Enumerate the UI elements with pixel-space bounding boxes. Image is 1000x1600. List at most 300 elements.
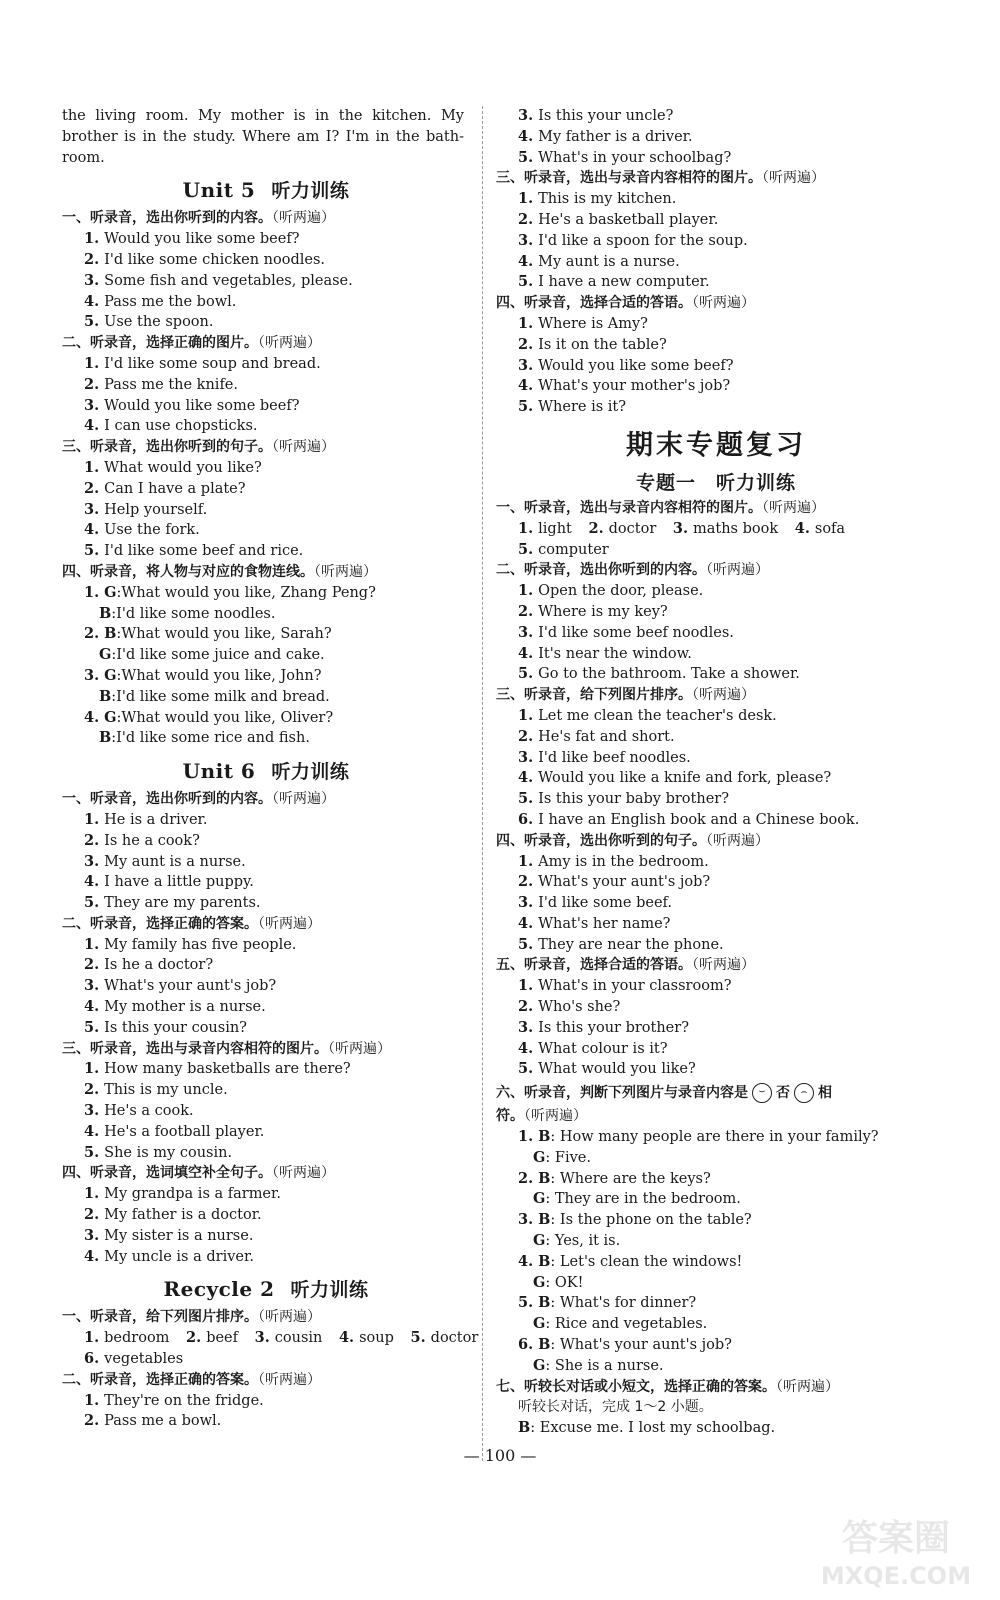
item-text: Use the fork.: [104, 522, 200, 539]
dialog-text: What's your aunt's job?: [559, 1337, 732, 1354]
item-text: Would you like some beef?: [538, 357, 734, 374]
item-number: 1.: [84, 1185, 100, 1203]
section-heading-note: （听两遍）: [692, 687, 755, 704]
item-text: What would you like?: [538, 1061, 696, 1078]
item-text: What's her name?: [538, 915, 671, 932]
item-number: 4.: [84, 292, 100, 310]
item-number: 2.: [84, 625, 100, 643]
item-number: 1.: [84, 810, 100, 828]
section-heading-note: （听两遍）: [328, 1040, 391, 1057]
item-text: Pass me the bowl.: [104, 293, 237, 310]
item-text: Would you like some beef?: [104, 231, 300, 248]
item-text: Pass me the knife.: [104, 376, 238, 393]
list-item: [62, 1184, 470, 1205]
dialog-text: What would you like, Oliver?: [121, 709, 334, 726]
item-number: 3.: [84, 396, 100, 414]
list-item: [62, 354, 470, 375]
item-number: 4.: [84, 417, 100, 435]
dialog-text: I'd like some noodles.: [116, 605, 276, 622]
list-item: [62, 396, 470, 417]
speaker-label: B: [518, 1419, 531, 1437]
option-item: [795, 521, 845, 537]
option-item: [255, 1330, 323, 1346]
list-item: [62, 541, 470, 562]
list-item: [496, 976, 936, 997]
section-heading-note: （听两遍）: [706, 562, 769, 579]
section-heading: [496, 560, 936, 581]
item-text: My aunt is a nurse.: [538, 253, 680, 270]
option-item: [411, 1330, 479, 1346]
section-heading-text: 五、听录音，选择合适的答语。: [496, 957, 692, 974]
section-heading-text: 否: [776, 1085, 790, 1102]
item-text: They are my parents.: [104, 895, 261, 912]
section-heading-note: （听两遍）: [692, 957, 755, 974]
item-number: 1.: [518, 582, 534, 600]
dialog-text: They are in the bedroom.: [554, 1191, 741, 1208]
item-number: 2.: [518, 602, 534, 620]
section-heading: [496, 498, 936, 519]
item-text: He's a cook.: [104, 1103, 194, 1120]
item-text: vegetables: [104, 1351, 184, 1368]
list-item: [496, 231, 936, 252]
speaker-label: G: [533, 1232, 546, 1250]
item-number: 3.: [84, 271, 100, 289]
item-number: 4.: [794, 519, 810, 537]
dialog-line: 6. B: What's your aunt's job?: [518, 1336, 732, 1354]
item-text: Let me clean the teacher's desk.: [538, 707, 777, 724]
item-text: Use the spoon.: [104, 314, 214, 331]
item-number: 2.: [84, 956, 100, 974]
item-text: Is this your brother?: [538, 1019, 689, 1036]
dialog-text: OK!: [554, 1274, 584, 1291]
section-heading-note: （听两遍）: [258, 335, 321, 352]
dialog-line: G: Rice and vegetables.: [533, 1315, 708, 1333]
intro-text-line: brother is in the study. Where am I? I'm in the bath-: [62, 128, 464, 145]
item-number: 2.: [518, 1169, 534, 1187]
list-item: [496, 148, 936, 169]
recycle2-title-zh: 听力训练: [290, 1279, 369, 1302]
right-column: [496, 106, 936, 1439]
section-heading-note: （听两遍）: [706, 832, 769, 849]
dialog-text: How many people are there in your family?: [559, 1129, 879, 1146]
item-number: 2.: [518, 210, 534, 228]
speaker-label: G: [104, 583, 117, 601]
item-text: Go to the bathroom. Take a shower.: [538, 666, 800, 683]
section-heading: [62, 437, 470, 458]
item-number: 4.: [518, 252, 534, 270]
item-text: He is a driver.: [104, 811, 208, 828]
item-text: How many basketballs are there?: [104, 1061, 351, 1078]
list-item: [496, 376, 936, 397]
item-number: 5.: [518, 273, 534, 291]
section-heading-text: 二、听录音，选出你听到的内容。: [496, 562, 706, 579]
list-item: [496, 664, 936, 685]
section-heading-text: 二、听录音，选择正确的答案。: [62, 1371, 258, 1388]
section-heading-note: （听两遍）: [258, 915, 321, 932]
speaker-label: G: [99, 646, 112, 664]
list-item: [496, 872, 936, 893]
item-text: computer: [538, 541, 609, 558]
list-item: [496, 272, 936, 293]
item-number: 6.: [84, 1350, 100, 1368]
unit6-title: [62, 753, 470, 789]
item-number: 5.: [84, 542, 100, 560]
item-number: 5.: [518, 540, 534, 558]
dialog-text: Yes, it is.: [554, 1233, 621, 1250]
speaker-label: B: [538, 1169, 551, 1187]
item-text: My grandpa is a farmer.: [104, 1186, 281, 1203]
item-text: He's a football player.: [104, 1123, 265, 1140]
section-heading-text: 一、听录音，选出与录音内容相符的图片。: [496, 499, 762, 516]
item-number: 2.: [186, 1329, 202, 1347]
left-column: [62, 106, 479, 1432]
list-item: [62, 893, 470, 914]
item-number: 2.: [84, 250, 100, 268]
speaker-label: B: [538, 1294, 551, 1312]
item-number: 4.: [84, 521, 100, 539]
item-text: What's your mother's job?: [538, 378, 731, 395]
item-text: What's your aunt's job?: [538, 874, 711, 891]
item-number: 4.: [518, 644, 534, 662]
list-item: [62, 292, 470, 313]
section-heading: [62, 562, 470, 583]
item-number: 1.: [84, 1391, 100, 1409]
option-row: [496, 540, 936, 561]
list-item: [62, 1391, 470, 1412]
item-text: What's your aunt's job?: [104, 978, 277, 995]
item-number: 3.: [672, 519, 688, 537]
item-text: Would you like a knife and fork, please?: [538, 770, 832, 787]
item-text: I'd like some beef and rice.: [104, 543, 304, 560]
list-item: [62, 1122, 470, 1143]
item-text: Some fish and vegetables, please.: [104, 272, 353, 289]
section-heading: [62, 1370, 470, 1391]
item-number: 4.: [518, 1039, 534, 1057]
item-number: 4.: [518, 769, 534, 787]
list-item: [62, 1143, 470, 1164]
unit6-title-en: Unit 6: [182, 759, 256, 784]
list-item: [496, 727, 936, 748]
list-item: [496, 1059, 936, 1080]
column-divider: [482, 106, 483, 1461]
item-number: 3.: [518, 231, 534, 249]
list-item: [62, 1059, 470, 1080]
item-text: Where is it?: [538, 399, 627, 416]
list-item: [62, 1247, 470, 1268]
section-heading-text: 一、听录音，选出你听到的内容。: [62, 791, 272, 808]
section-heading-note: （听两遍）: [258, 1371, 321, 1388]
item-text: Is this your baby brother?: [538, 791, 729, 808]
list-item: [62, 1080, 470, 1101]
dialog-line: B:I'd like some milk and bread.: [99, 687, 330, 705]
dialog-line: 4. B: Let's clean the windows!: [518, 1252, 743, 1270]
item-text: beef: [206, 1330, 238, 1347]
section-heading-text: 一、听录音，选出你听到的内容。: [62, 210, 272, 227]
dialog-line: 3. B: Is the phone on the table?: [518, 1211, 752, 1229]
item-text: Is he a doctor?: [104, 957, 214, 974]
list-item: [62, 479, 470, 500]
item-number: 3.: [84, 977, 100, 995]
speaker-label: B: [99, 729, 112, 747]
dialog-text: What would you like, Sarah?: [121, 626, 332, 643]
item-number: 5.: [518, 1060, 534, 1078]
item-number: 5.: [518, 790, 534, 808]
list-item: [496, 748, 936, 769]
item-number: 2.: [518, 998, 534, 1016]
item-text: Who's she?: [538, 999, 621, 1016]
item-number: 3.: [518, 356, 534, 374]
dialog-line: G: Five.: [533, 1148, 591, 1166]
list-item: [496, 852, 936, 873]
item-number: 4.: [84, 708, 100, 726]
list-item: [62, 500, 470, 521]
dialog-text: I'd like some rice and fish.: [116, 730, 310, 747]
section-heading-note: （听两遍）: [272, 439, 335, 456]
item-text: He's fat and short.: [538, 728, 675, 745]
item-number: 1.: [84, 583, 100, 601]
item-number: 5.: [84, 313, 100, 331]
item-text: light: [538, 520, 572, 537]
dialog-line: G: Yes, it is.: [533, 1232, 621, 1250]
list-item: [62, 375, 470, 396]
list-item: [496, 602, 936, 623]
item-number: 1.: [518, 706, 534, 724]
item-text: She is my cousin.: [104, 1144, 233, 1161]
dialog-text: Is the phone on the table?: [559, 1212, 752, 1229]
speaker-label: G: [533, 1148, 546, 1166]
item-text: I have a little puppy.: [104, 874, 254, 891]
item-number: 3.: [518, 1018, 534, 1036]
item-text: Pass me a bowl.: [104, 1413, 222, 1430]
item-text: Help yourself.: [104, 501, 208, 518]
dialog-text: She is a nurse.: [554, 1357, 664, 1374]
item-text: It's near the window.: [538, 645, 692, 662]
item-number: 4.: [518, 914, 534, 932]
item-text: I have a new computer.: [538, 274, 710, 291]
item-number: 2.: [518, 727, 534, 745]
item-number: 1.: [84, 230, 100, 248]
recycle2-title: [62, 1271, 470, 1307]
option-row: [62, 1349, 470, 1370]
item-text: Is he a cook?: [104, 832, 200, 849]
dialog-line: G: OK!: [533, 1273, 584, 1291]
list-item: [62, 1205, 470, 1226]
item-number: 4.: [518, 127, 534, 145]
unit5-title: [62, 172, 470, 208]
option-item: [588, 521, 656, 537]
final-review-title: 期末专题复习: [626, 429, 806, 461]
item-number: 5.: [518, 1294, 534, 1312]
dialog-line: 2. B: Where are the keys?: [518, 1169, 711, 1187]
item-number: 3.: [84, 852, 100, 870]
section-heading: [496, 168, 936, 189]
unit5-title-zh: 听力训练: [271, 180, 350, 203]
list-item: [496, 106, 936, 127]
dialog-text: What would you like, Zhang Peng?: [121, 584, 376, 601]
list-item: [496, 644, 936, 665]
section-heading-text: 一、听录音，给下列图片排序。: [62, 1309, 258, 1326]
item-number: 6.: [518, 1336, 534, 1354]
item-number: 1.: [84, 1329, 100, 1347]
list-item: [496, 397, 936, 418]
list-item: [62, 872, 470, 893]
dialog-line: 5. B: What's for dinner?: [518, 1294, 697, 1312]
item-number: 1.: [84, 935, 100, 953]
section-heading-text: 二、听录音，选择正确的答案。: [62, 915, 258, 932]
list-item: [62, 271, 470, 292]
speaker-label: B: [104, 625, 117, 643]
section-heading: [62, 333, 470, 354]
list-item: [62, 810, 470, 831]
item-text: I'd like some beef.: [538, 895, 673, 912]
list-item: [496, 189, 936, 210]
section-heading-note: （听两遍）: [272, 210, 335, 227]
section-heading-text: 七、听较长对话或小短文，选择正确的答案。: [496, 1378, 776, 1395]
item-text: Open the door, please.: [538, 583, 704, 600]
list-item: [496, 581, 936, 602]
section-heading-note: （听两遍）: [762, 499, 825, 516]
item-text: I'd like some soup and bread.: [104, 355, 321, 372]
section-heading-text: 符。: [496, 1108, 524, 1125]
dialog-text: What's for dinner?: [559, 1295, 697, 1312]
dialog-line: 2. B:What would you like, Sarah?: [84, 625, 332, 643]
section-heading: [496, 685, 936, 706]
item-text: My father is a driver.: [538, 128, 693, 145]
item-number: 2.: [84, 831, 100, 849]
watermark-line2: MXQE.COM: [820, 1562, 972, 1590]
list-item: [62, 935, 470, 956]
unit6-title-zh: 听力训练: [271, 761, 350, 784]
option-item: [518, 521, 572, 537]
list-item: [496, 935, 936, 956]
list-item: [62, 831, 470, 852]
speaker-label: G: [104, 708, 117, 726]
speaker-label: G: [533, 1315, 546, 1333]
list-item: [496, 356, 936, 377]
item-text: maths book: [693, 520, 779, 537]
section-heading: [496, 1080, 936, 1106]
section-heading: [62, 208, 470, 229]
item-number: 2.: [84, 1081, 100, 1099]
item-number: 4.: [84, 1247, 100, 1265]
dialog-line: G:I'd like some juice and cake.: [99, 646, 325, 664]
speaker-label: B: [538, 1252, 551, 1270]
list-item: [62, 458, 470, 479]
option-row: [496, 519, 936, 540]
item-text: doctor: [608, 520, 657, 537]
item-number: 1.: [518, 852, 534, 870]
item-text: Amy is in the bedroom.: [538, 853, 709, 870]
item-text: I'd like beef noodles.: [538, 749, 691, 766]
list-item: [62, 1226, 470, 1247]
list-item: [62, 250, 470, 271]
item-text: Is this your cousin?: [104, 1019, 247, 1036]
item-number: 4.: [84, 1122, 100, 1140]
item-number: 5.: [410, 1329, 426, 1347]
section-heading: [62, 789, 470, 810]
section-heading: [496, 293, 936, 314]
item-number: 5.: [84, 894, 100, 912]
section-heading-text: 三、听录音，选出你听到的句子。: [62, 439, 272, 456]
section-heading-text: 三、听录音，给下列图片排序。: [496, 687, 692, 704]
speaker-label: B: [538, 1336, 551, 1354]
dialog-line: 1. B: How many people are there in your family?: [518, 1128, 879, 1146]
section-heading-text: 四、听录音，选词填空补全句子。: [62, 1165, 272, 1182]
list-item: [496, 914, 936, 935]
item-number: 5.: [518, 398, 534, 416]
list-item: [62, 1101, 470, 1122]
item-text: This is my uncle.: [104, 1082, 228, 1099]
item-text: Where is my key?: [538, 603, 668, 620]
item-text: doctor: [430, 1330, 479, 1347]
list-item: [496, 335, 936, 356]
item-number: 1.: [84, 458, 100, 476]
item-number: 4.: [84, 873, 100, 891]
list-item: [496, 1018, 936, 1039]
section-heading-note: （听两遍）: [258, 1309, 321, 1326]
list-item: [496, 706, 936, 727]
sad-face-icon: ⌢: [794, 1083, 814, 1103]
list-item: [496, 789, 936, 810]
item-text: I'd like a spoon for the soup.: [538, 232, 748, 249]
item-number: 3.: [518, 1211, 534, 1229]
sub-instruction: 听较长对话，完成 1～2 小题。: [518, 1399, 713, 1416]
item-number: 1.: [518, 1128, 534, 1146]
item-number: 3.: [84, 500, 100, 518]
item-text: My aunt is a nurse.: [104, 853, 246, 870]
section-heading: [496, 1106, 936, 1127]
speaker-label: B: [99, 604, 112, 622]
item-text: They're on the fridge.: [104, 1392, 264, 1409]
item-number: 1.: [84, 354, 100, 372]
section-heading: [62, 1039, 470, 1060]
list-item: [62, 955, 470, 976]
dialog-line: B: Excuse me. I lost my schoolbag.: [518, 1419, 776, 1437]
item-number: 2.: [84, 479, 100, 497]
item-number: 2.: [84, 1206, 100, 1224]
intro-text-line: the living room. My mother is in the kitchen. My: [62, 108, 464, 124]
dialog-text: What would you like, John?: [121, 667, 322, 684]
option-item: [84, 1330, 169, 1346]
item-text: My father is a doctor.: [104, 1207, 262, 1224]
item-text: Can I have a plate?: [104, 480, 246, 497]
section-heading-text: 四、听录音，选择合适的答语。: [496, 295, 692, 312]
dialog-line: B:I'd like some noodles.: [99, 604, 276, 622]
item-text: Where is Amy?: [538, 315, 648, 332]
item-text: They are near the phone.: [538, 936, 724, 953]
item-number: 1.: [518, 190, 534, 208]
section-heading-note: （听两遍）: [272, 1165, 335, 1182]
list-item: [62, 1018, 470, 1039]
item-number: 5.: [84, 1143, 100, 1161]
item-number: 1.: [84, 1060, 100, 1078]
option-row: [62, 1328, 479, 1349]
list-item: [62, 852, 470, 873]
section-heading: [496, 1377, 936, 1398]
section-heading-note: （听两遍）: [776, 1378, 839, 1395]
list-item: [496, 623, 936, 644]
list-item: [62, 997, 470, 1018]
topic1-title: 专题一 听力训练: [635, 471, 796, 494]
option-item: [186, 1330, 238, 1346]
item-text: I'd like some chicken noodles.: [104, 251, 325, 268]
option-item: [673, 521, 778, 537]
speaker-label: G: [533, 1190, 546, 1208]
item-number: 1.: [518, 977, 534, 995]
item-number: 5.: [518, 148, 534, 166]
list-item: [496, 314, 936, 335]
item-number: 3.: [518, 748, 534, 766]
